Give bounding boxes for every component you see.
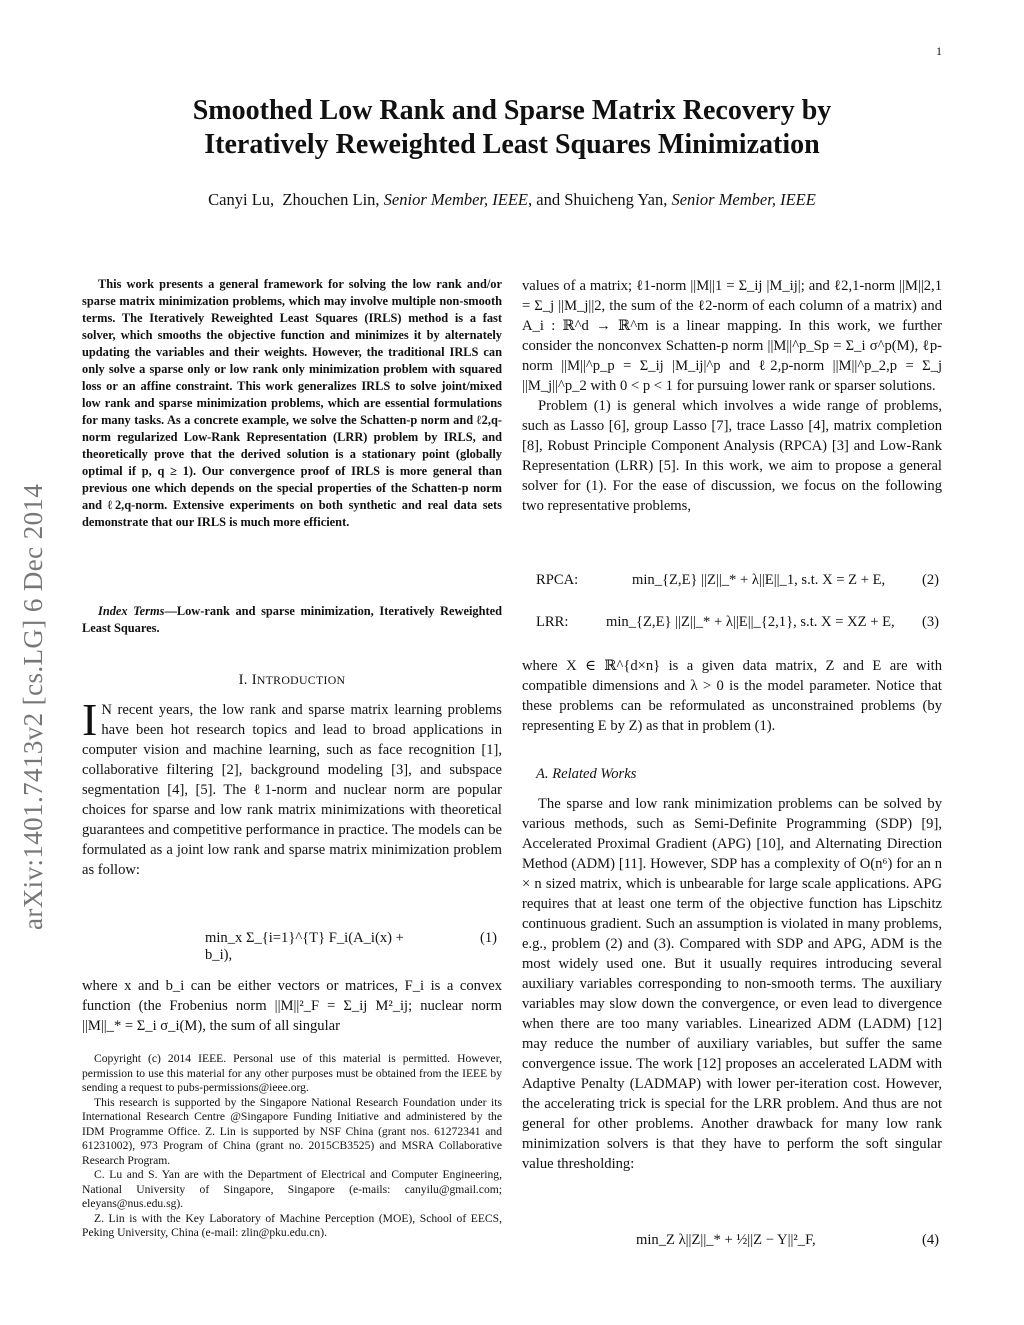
right-p2-text: Problem (1) is general which involves a wide range of problems, such as Lasso [6], group Lasso [7], trace Lasso [4], matrix completion [8], Robust Principle Component Analysis (RPCA) [3] and Low-Rank Representation (LRR) [5]. In this work, we aim to propose a general solver for (1). For the ease of discussion, we focus on the following two representative problems,	[522, 398, 942, 514]
author-3-role: Senior Member, IEEE	[671, 190, 816, 209]
equation-1-number: (1)	[480, 930, 498, 946]
equation-4: min_Z λ||Z||_* + ½||Z − Y||²_F,	[636, 1232, 816, 1248]
footnote-affiliation-lu-yan: C. Lu and S. Yan are with the Department of Electrical and Computer Engineering, National University of Singapore, Singapore (e-mails: canyilu@gmail.com; eleyans@nus.edu.sg).	[82, 1168, 502, 1210]
index-terms-label: Index Terms	[98, 604, 165, 618]
right-p3-text: where X ∈ ℝ^{d×n} is a given data matrix, Z and E are with compatible dimensions and λ > 0 is the model parameter. Notice that these problems can be reformulated as unconstrained problems (by representing E by Z) as that in problem (1).	[522, 658, 942, 734]
intro-text: N recent years, the low rank and sparse matrix learning problems have been hot research topics and lead to broad applications in computer vision and machine learning, such as face recognition [1], collaborative filtering [2], background modeling [3], and subspace segmentation [4], [5]. The ℓ1-norm and nuclear norm are popular choices for sparse and low rank matrix minimizations with theoretical guarantees and competitive performance in practice. The models can be formulated as a joint low rank and sparse matrix minimization problem as follow:	[82, 702, 502, 878]
equation-2-label: RPCA:	[536, 572, 579, 588]
intro-paragraph	[82, 694, 502, 880]
right-p4-text: The sparse and low rank minimization problems can be solved by various methods, such as Semi-Definite Programming (SDP) [9], Accelerated Proximal Gradient (APG) [10], and Alternating Direction Method (ADM) [11]. However, SDP has a complexity of O(n⁶) for an n × n sized matrix, which is unbearable for large scale applications. APG requires that at least one term of the objective function has Lipschitz continuous gradient. Such an assumption is violated in many problems, e.g., problem (2) and (3). Compared with SDP and APG, ADM is the most widely used one. But it usually requires introducing several auxiliary variables corresponding to non-smooth terms. The auxiliary variables may slow down the convergence, or even lead to divergence when there are too many variables. Linearized ADM (LADM) [12] may reduce the number of auxiliary variables, but suffer the same convergence issue. The work [12] proposes an accelerated LADM with Adaptive Penalty (LADMAP) with lower per-iteration cost. However, the accelerating trick is special for the LRR problem. And thus are not general for other problems. Another drawback for many low rank minimization solvers is that they have to perform the soft singular value thresholding:	[522, 796, 942, 1172]
abstract: This work presents a general framework for solving the low rank and/or sparse matrix minimization problems, which may involve multiple non-smooth terms. The Iteratively Reweighted Least Squares (IRLS) method is a fast solver, which smooths the objective function and minimizes it by alternately updating the variables and their weights. However, the traditional IRLS can only solve a sparse only or low rank only minimization problem with squared loss or an affine constraint. This work generalizes IRLS to solve joint/mixed low rank and sparse minimization problems, which are essential formulations for many tasks. As a concrete example, we solve the Schatten-p norm and ℓ2,q-norm regularized Low-Rank Representation (LRR) problem by IRLS, and theoretically prove that the derived solution is a stationary point (globally optimal if p, q ≥ 1). Our convergence proof of IRLS is more general than previous one which depends on the special properties of the Schatten-p norm and ℓ2,q-norm. Extensive experiments on both synthetic and real data sets demonstrate that our IRLS is much more efficient.	[82, 277, 502, 529]
right-paragraph-3	[522, 656, 942, 736]
title-line-1: Smoothed Low Rank and Sparse Matrix Recovery by	[192, 95, 832, 126]
footnotes	[82, 1052, 502, 1241]
after-eq1-text: where x and b_i can be either vectors or matrices, F_i is a convex function (the Frobenius norm ||M||²_F = Σ_ij M²_ij; nuclear norm ||M||_* = Σ_i σ_i(M), the sum of all singular	[82, 978, 502, 1034]
subsection-heading-related-works: A. Related Works	[536, 766, 637, 782]
drop-cap: I	[82, 694, 98, 745]
footnote-affiliation-lin: Z. Lin is with the Key Laboratory of Machine Perception (MOE), School of EECS, Peking University, China (e-mail: zlin@pku.edu.cn).	[82, 1211, 502, 1239]
section-title: NTRODUCTION	[256, 673, 346, 687]
page-number: 1	[936, 44, 942, 58]
equation-3: min_{Z,E} ||Z||_* + λ||E||_{2,1}, s.t. X = XZ + E,	[606, 614, 895, 630]
equation-2-number: (2)	[922, 572, 940, 588]
author-1: Canyi Lu,	[208, 190, 275, 209]
equation-2: min_{Z,E} ||Z||_* + λ||E||_1, s.t. X = Z + E,	[632, 572, 886, 588]
equation-4-number: (4)	[922, 1232, 940, 1248]
author-2-role: Senior Member, IEEE	[383, 190, 529, 209]
title-line-2: Iteratively Reweighted Least Squares Minimization	[204, 129, 820, 160]
right-paragraph-4	[522, 794, 942, 1174]
footnote-copyright: Copyright (c) 2014 IEEE. Personal use of this material is permitted. However, permission to use this material for any other purposes must be obtained from the IEEE by sending a request to pubs-permissions@ieee.org.	[82, 1052, 502, 1094]
index-terms-text: —Low-rank and sparse minimization, Iteratively Reweighted Least Squares.	[82, 604, 502, 635]
right-paragraph-1	[522, 276, 942, 516]
footnote-funding: This research is supported by the Singapore National Research Foundation under its International Research Centre @Singapore Funding Initiative and administered by the IDM Programme Office. Z. Lin is supported by NSF China (grant nos. 61272341 and 61231002), 973 Program of China (grant no. 2015CB3525) and MSRA Collaborative Research Program.	[82, 1095, 502, 1167]
arxiv-stamp: arXiv:1401.7413v2 [cs.LG] 6 Dec 2014	[18, 483, 48, 930]
author-2: Zhouchen Lin,	[282, 190, 380, 209]
equation-3-label: LRR:	[536, 614, 569, 630]
paper-title	[120, 94, 904, 162]
author-list	[100, 190, 924, 210]
equation-3-number: (3)	[922, 614, 940, 630]
section-heading-introduction	[82, 672, 502, 689]
equation-1: min_x Σ_{i=1}^{T} F_i(A_i(x) + b_i),	[205, 930, 404, 963]
section-numeral: I. I	[238, 672, 257, 688]
right-p1-text: values of a matrix; ℓ1-norm ||M||1 = Σ_ij |M_ij|; and ℓ2,1-norm ||M||2,1 = Σ_j ||M_j||2, the sum of the ℓ2-norm of each column of a matrix) and A_i : ℝ^d → ℝ^m is a linear mapping. In this work, we further consider the nonconvex Schatten-p norm ||M||^p_Sp = Σ_i σ^p(M), ℓp-norm ||M||^p_p = Σ_ij |M_ij|^p and ℓ2,p-norm ||M||^p_2,p = Σ_j ||M_j||^p_2 with 0 < p < 1 for pursuing lower rank or sparser solutions.	[522, 278, 942, 394]
index-terms	[82, 603, 502, 637]
author-3: , and Shuicheng Yan,	[528, 190, 668, 209]
after-eq1-paragraph	[82, 976, 502, 1036]
